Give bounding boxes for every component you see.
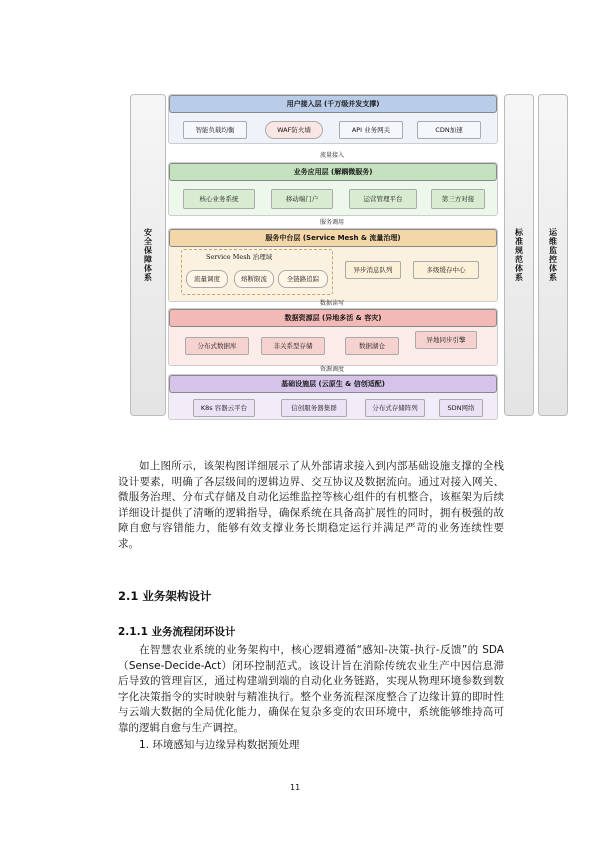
mesh-item: 全链路追踪 [278, 270, 328, 288]
layer-business-app [168, 162, 498, 216]
layer-title: 基础设施层 (云原生 & 信创适配) [169, 375, 497, 393]
layer-data-resource [168, 308, 498, 366]
layer-item: API 业务网关 [339, 121, 403, 139]
layer-item: 数据湖仓 [345, 337, 399, 355]
layer-item: WAF防火墙 [265, 121, 323, 139]
layer-item: 智能负载均衡 [183, 121, 247, 139]
layer-item: 信创服务器集群 [281, 399, 347, 417]
subsection-heading: 2.1.1 业务流程闭环设计 [118, 626, 236, 638]
layer-title: 服务中台层 (Service Mesh & 流量治理) [169, 229, 497, 247]
paragraph-intro: 如上图所示，该架构图详细展示了从外部请求接入到内部基础设施支撑的全栈设计要素，明确了各层级间的逻辑边界、交互协议及数据流向。通过对接入网关、微服务治理、分布式存储及自动化运维监控等核心组件的有机整合，该框架为后续详细设计提供了清晰的逻辑指导，确保系统在具备高扩展性的同时，拥有极强的故障自愈与容错能力，能够有效支撑业务长期稳定运行并满足严苛的业务连续性要求。 [118, 460, 504, 550]
layer-title: 用户接入层 (千万级并发支撑) [169, 95, 497, 113]
connector-label: 资源调度 [319, 366, 344, 373]
list-item: 1. 环境感知与边缘异构数据预处理 [139, 739, 300, 751]
layer-item: 异步消息队列 [345, 261, 401, 279]
layer-item: 核心业务系统 [183, 189, 255, 209]
layer-infrastructure [168, 374, 498, 420]
layer-item: 分布式数据库 [185, 337, 249, 355]
layer-item: 运营管理平台 [349, 189, 417, 209]
connector-label: 数据读写 [319, 300, 344, 307]
layer-service-middle [168, 228, 498, 302]
layer-item: 非关系型存储 [261, 337, 325, 355]
architecture-diagram [122, 92, 576, 427]
right-side-pillar-1: 标准规范体系 [504, 94, 534, 416]
service-mesh-label: Service Mesh 治理域 [206, 253, 273, 261]
layer-item: K8s 容器云平台 [193, 399, 255, 417]
section-heading: 2.1 业务架构设计 [118, 589, 212, 603]
layer-item: 第三方对接 [431, 189, 485, 209]
service-mesh-domain [181, 249, 333, 295]
mesh-item: 熔断限流 [234, 270, 274, 288]
layer-user-access [168, 94, 498, 144]
right-side-pillar-2: 运维监控体系 [538, 94, 568, 416]
layer-item: 分布式存储阵列 [365, 399, 425, 417]
left-side-pillar: 安全保障体系 [130, 94, 166, 416]
layer-title: 业务应用层 (解耦微服务) [169, 163, 497, 181]
mesh-item: 流量调度 [186, 270, 228, 288]
paragraph-body: 在智慧农业系统的业务架构中，核心逻辑遵循“感知-决策-执行-反馈”的 SDA（Sense-Decide-Act）闭环控制范式。该设计旨在消除传统农业生产中因信息滞后导致的管理盲区，通过构建端到端的自动化业务链路，实现从物理环境参数到数字化决策指令的实时映射与精准执行。整个业务流程深度整合了边缘计算的即时性与云端大数据的全局优化能力，确保在复杂多变的农田环境中，系统能够维持高可靠的逻辑自愈与生产调控。 [118, 644, 504, 734]
layer-title: 数据资源层 (异地多活 & 容灾) [169, 309, 497, 327]
connector-label: 服务调用 [319, 219, 344, 226]
page-number: 11 [290, 783, 301, 792]
layer-item: 异地同步引擎 [415, 331, 477, 349]
layer-item: 移动端门户 [271, 189, 333, 209]
layer-item: CDN加速 [417, 121, 481, 139]
layer-item: 多级缓存中心 [413, 261, 479, 279]
layer-item: SDN网络 [439, 399, 483, 417]
connector-label: 流量接入 [319, 152, 344, 159]
